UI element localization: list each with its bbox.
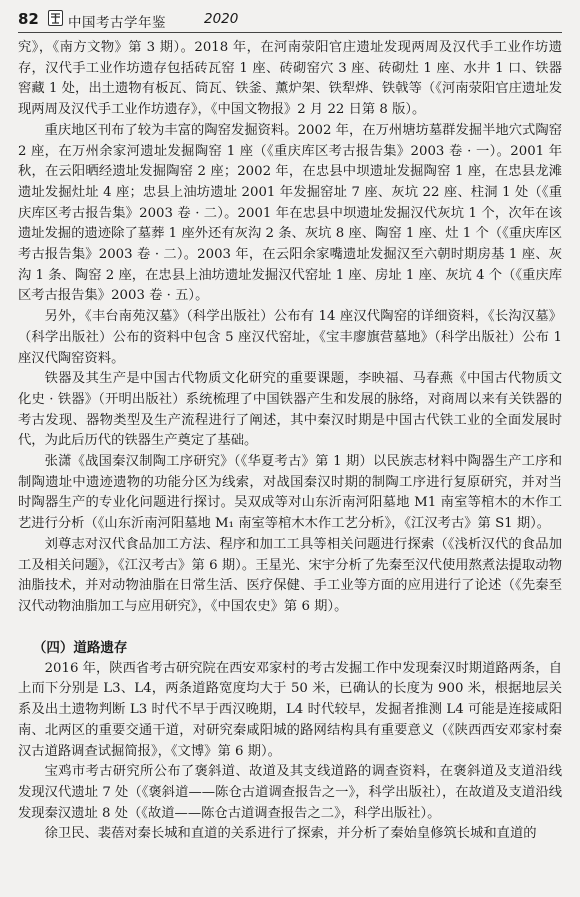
yearbook-logo-icon [48, 10, 63, 26]
paragraph: 张潇《战国秦汉制陶工序研究》（《华夏考古》第 1 期）以民族志材料中陶器生产工序和制陶遗址中遗迹遗物的功能分区为线索，对战国秦汉时期的制陶工序进行复原研究，并对当时陶器生产的专业化问题进行探讨。吴双成等对山东沂南河阳墓地 M1 南室等棺木的木作工艺进行分析（《山东沂南河阳墓地 M₁ 南室等棺木木作工艺分析》，《江汉考古》第 S1 期）。 [18, 454, 562, 532]
paragraph: 究》，《南方文物》第 3 期）。2018 年，在河南荥阳官庄遗址发现两周及汉代手工业作坊遗存，汉代手工业作坊遗存包括砖瓦窑 1 座、砖砌窑穴 3 座、砖砌灶 1 座、水井 1 口、铁器窖藏 1 处，出土遗物有板瓦、筒瓦、铁釜、薰炉架、铁犁烨、铁戟等（《河南荥阳官庄遗址发现两周及汉代手工业作坊遗存》，《中国文物报》2 月 22 日第 8 版）。 [18, 40, 562, 118]
paragraph: 宝鸡市考古研究所公布了褒斜道、故道及其支线道路的调查资料，在褒斜道及支道沿线发现汉代遗址 7 处（《褒斜道——陈仓古道调查报告之一》，科学出版社），在故道及支道沿线发现秦汉遗址 8 处（《故道——陈仓古道调查报告之二》，科学出版社）。 [18, 764, 562, 821]
running-title: 中国考古学年鉴 [68, 15, 166, 31]
paragraph: 2016 年，陕西省考古研究院在西安邓家村的考古发掘工作中发现秦汉时期道路两条，自上而下分别是 L3、L4，两条道路宽度均大于 50 米，已确认的长度为 900 米，根据地层关系及出土遗物判断 L3 时代不早于西汉晚期，L4 时代较早，发掘者推测 L4 可能是连接咸阳南、北两区的重要交通干道，对研究秦咸阳城的路网结构具有重要意义（《陕西西安邓家村秦汉古道路调查试掘简报》，《文博》第 6 期）。 [18, 660, 562, 759]
paragraph: 铁器及其生产是中国古代物质文化研究的重要课题，李映福、马春燕《中国古代物质文化史 · 铁器》（开明出版社）系统梳理了中国铁器产生和发展的脉络，对商周以来有关铁器的考古发现、器物类型及生产流程进行了阐述，其中秦汉时期是中国古代铁工业的全面发展时代，为此后历代的铁器生产奠定了基础。 [18, 371, 562, 449]
article-body [18, 38, 562, 845]
paragraph: 另外，《丰台南苑汉墓》（科学出版社）公布有 14 座汉代陶窑的详细资料，《长沟汉墓》（科学出版社）公布的资料中包含 5 座汉代窑址，《宝丰廖旗营墓地》（科学出版社）公布 1 座汉代陶窑资料。 [18, 309, 562, 366]
paragraph: 刘尊志对汉代食品加工方法、程序和加工工具等相关问题进行探索（《浅析汉代的食品加工及相关问题》，《江汉考古》第 6 期）。王星光、宋宇分析了先秦至汉代使用熬煮法提取动物油脂技术，并对动物油脂在日常生活、医疗保健、手工业等方面的应用进行了论述（《先秦至汉代动物油脂加工与应用研究》，《中国农史》第 6 期）。 [18, 536, 562, 614]
paragraph: 徐卫民、裴蓓对秦长城和直道的关系进行了探索，并分析了秦始皇修筑长城和直道的 [44, 826, 537, 842]
running-year: 2020 [204, 11, 239, 27]
page-header [18, 8, 562, 33]
section-heading: （四）道路遗存 [32, 639, 128, 656]
paragraph: 重庆地区刊布了较为丰富的陶窑发掘资料。2002 年，在万州塘坊墓群发掘半地穴式陶窑 2 座，在万州余家河遗址发掘陶窑 1 座（《重庆库区考古报告集》2003 卷 · 一）。2001 年秋，在云阳晒经遗址发掘陶窑 2 座；2002 年，在忠县中坝遗址发掘陶窑 1 座，在忠县龙滩遗址发掘灶址 4 座；忠县上油坊遗址 2001 年发掘窑址 7 座、灰坑 22 座、柱洞 1 处（《重庆库区考古报告集》2003 卷 · 二）。2001 年在忠县中坝遗址发掘汉代灰坑 1 个，次年在该遗址发掘的遗迹除了墓葬 1 座外还有灰沟 2 条、灰坑 8 座、陶窑 1 座、灶 1 个（《重庆库区考古报告集》2003 卷 · 二）。2003 年，在云阳余家嘴遗址发掘汉至六朝时期房基 1 座、灰沟 1 条、陶窑 2 座，在忠县上油坊遗址发掘汉代窑址 1 座、房址 1 座、灰坑 4 个（《重庆库区考古报告集》2003 卷 · 五）。 [18, 122, 562, 304]
page-number: 82 [18, 10, 39, 28]
